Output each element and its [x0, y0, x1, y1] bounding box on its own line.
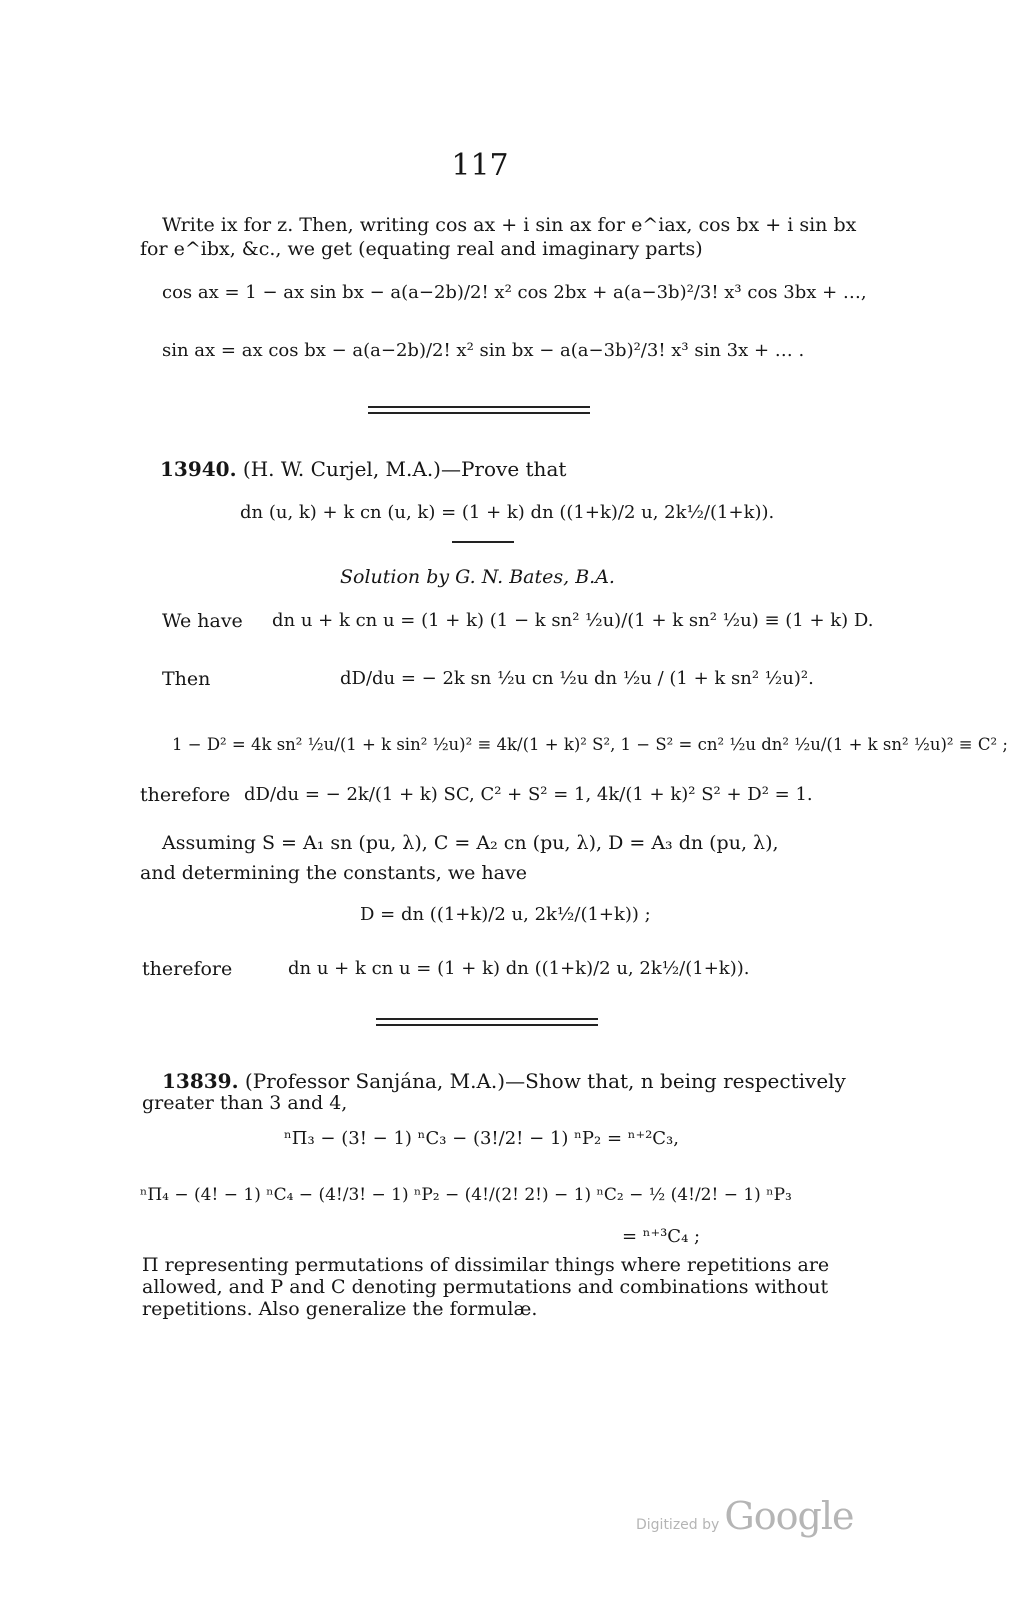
solution-by: Solution by G. N. Bates, B.A. [340, 566, 615, 588]
equation-d: D = dn ((1+k)/2 u, 2k½/(1+k)) ; [360, 904, 651, 925]
question-13839-text-1: Π representing permutations of dissimilar things where repetitions are [142, 1254, 830, 1276]
determining-line: and determining the constants, we have [140, 862, 527, 884]
intro-line-2: for e^ibx, &c., we get (equating real and imaginary parts) [140, 238, 703, 260]
short-divider [452, 541, 514, 543]
question-number-13940: 13940. [160, 457, 237, 481]
then-label: Then [162, 668, 211, 690]
equation-13839-1: ⁿΠ₃ − (3! − 1) ⁿC₃ − (3!/2! − 1) ⁿP₂ = ⁿ⁺²C₃, [284, 1128, 679, 1149]
intro-line-1: Write ix for z. Then, writing cos ax + i sin ax for e^iax, cos bx + i sin bx [162, 214, 857, 236]
question-13839-line-1: (Professor Sanjána, M.A.)—Show that, n being respectively [244, 1069, 846, 1093]
digitized-by-text: Digitized by [636, 1517, 720, 1533]
digitized-watermark [636, 1494, 853, 1538]
question-number-13839: 13839. [162, 1069, 239, 1093]
section-divider-2b [376, 1024, 598, 1026]
equation-13940-statement: dn (u, k) + k cn (u, k) = (1 + k) dn ((1+k)/2 u, 2k½/(1+k)). [240, 502, 775, 523]
equation-therefore-1: dD/du = − 2k/(1 + k) SC, C² + S² = 1, 4k/(1 + k)² S² + D² = 1. [244, 784, 813, 805]
section-divider-1 [368, 406, 590, 408]
question-13839-header [162, 1070, 846, 1093]
question-13940-author: (H. W. Curjel, M.A.)—Prove that [242, 457, 567, 481]
we-have-label: We have [162, 610, 243, 632]
equation-therefore-2: dn u + k cn u = (1 + k) dn ((1+k)/2 u, 2k½/(1+k)). [288, 958, 750, 979]
equation-then: dD/du = − 2k sn ½u cn ½u dn ½u / (1 + k sn² ½u)². [340, 668, 814, 689]
equation-sin-ax: sin ax = ax cos bx − a(a−2b)/2! x² sin bx − a(a−3b)²/3! x³ sin 3x + … . [162, 340, 805, 361]
equation-we-have: dn u + k cn u = (1 + k) (1 − k sn² ½u)/(1 + k sn² ½u) ≡ (1 + k) D. [272, 610, 874, 631]
equation-cos-ax: cos ax = 1 − ax sin bx − a(a−2b)/2! x² cos 2bx + a(a−3b)²/3! x³ cos 3bx + …, [162, 282, 867, 303]
equation-13839-2: ⁿΠ₄ − (4! − 1) ⁿC₄ − (4!/3! − 1) ⁿP₂ − (4!/(2! 2!) − 1) ⁿC₂ − ½ (4!/2! − 1) ⁿP₃ [140, 1185, 792, 1205]
section-divider-2 [376, 1018, 598, 1020]
google-logo: Google [724, 1494, 854, 1538]
assuming-line: Assuming S = A₁ sn (pu, λ), C = A₂ cn (pu, λ), D = A₃ dn (pu, λ), [162, 832, 779, 854]
question-13839-text-2: allowed, and P and C denoting permutations and combinations without [142, 1276, 829, 1298]
therefore-label-1: therefore [140, 784, 231, 806]
section-divider-1b [368, 412, 590, 414]
question-13940-header [160, 458, 566, 481]
page-number: 117 [451, 148, 509, 183]
therefore-label-2: therefore [142, 958, 233, 980]
equation-one-minus-d2: 1 − D² = 4k sn² ½u/(1 + k sin² ½u)² ≡ 4k/(1 + k)² S², 1 − S² = cn² ½u dn² ½u/(1 + k sn² ½u)² ≡ C² ; [172, 735, 1008, 754]
question-13839-line-2: greater than 3 and 4, [142, 1092, 348, 1114]
question-13839-text-3: repetitions. Also generalize the formulæ. [142, 1298, 538, 1320]
equation-13839-2b: = ⁿ⁺³C₄ ; [622, 1226, 701, 1247]
